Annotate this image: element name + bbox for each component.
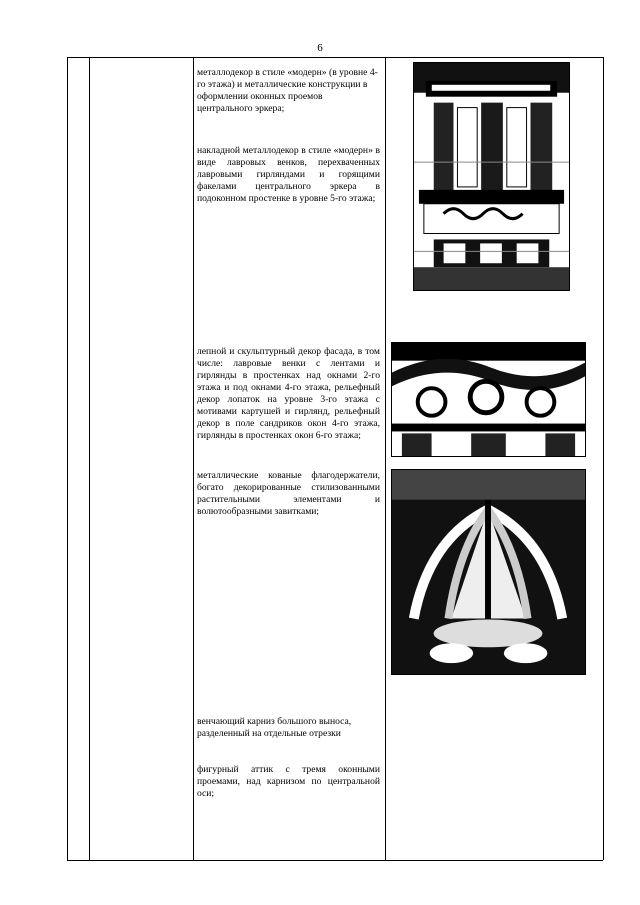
flag-holder-photo [391, 469, 586, 675]
entry-flag-holders: металлические кованые флагодержатели, богато декорированные стилизованными растительными элементами и волютообразными завитками; [197, 470, 380, 517]
column-divider-3 [385, 57, 386, 860]
table-bottom-border [67, 860, 603, 861]
table-top-border [67, 57, 603, 58]
page-number: 6 [317, 42, 323, 54]
entry-stucco-sculptural-decor: лепной и скульптурный декор фасада, в том числе: лавровые венки с лентами и гирлянды в простенках над окнами 2-го этажа и под окнами 4-го этажа, рельефный декор лопаток на уровне 3-го этажа с мотивами картушей и гирлянд, рельефный декор в поле сандриков окон 4-го этажа, гирлянды в простенках окон 6-го этажа; [197, 346, 380, 441]
stucco-decor-photo [391, 342, 586, 457]
column-divider-2 [193, 57, 194, 860]
column-divider-1 [89, 57, 90, 860]
bay-window-photo [413, 62, 570, 291]
table-border-left [67, 57, 68, 860]
entry-crowning-cornice: венчающий карниз большого выноса, разделенный на отдельные отрезки [197, 716, 352, 739]
table-border-right [603, 57, 604, 860]
entry-figured-attic: фигурный аттик с тремя оконными проемами, над карнизом по центральной оси; [197, 764, 380, 799]
entry-metal-decor-4th-floor: металлодекор в стиле «модерн» (в уровне 4-го этажа) и металлические конструкции в оформлении оконных проемов центрального эркера; [197, 67, 378, 114]
entry-overlay-metal-decor: накладной металлодекор в стиле «модерн» в виде лавровых венков, перехваченных лавровыми гирляндами и горящими факелами центрального эркера в подоконном простенке в уровне 5-го этажа; [197, 145, 380, 204]
